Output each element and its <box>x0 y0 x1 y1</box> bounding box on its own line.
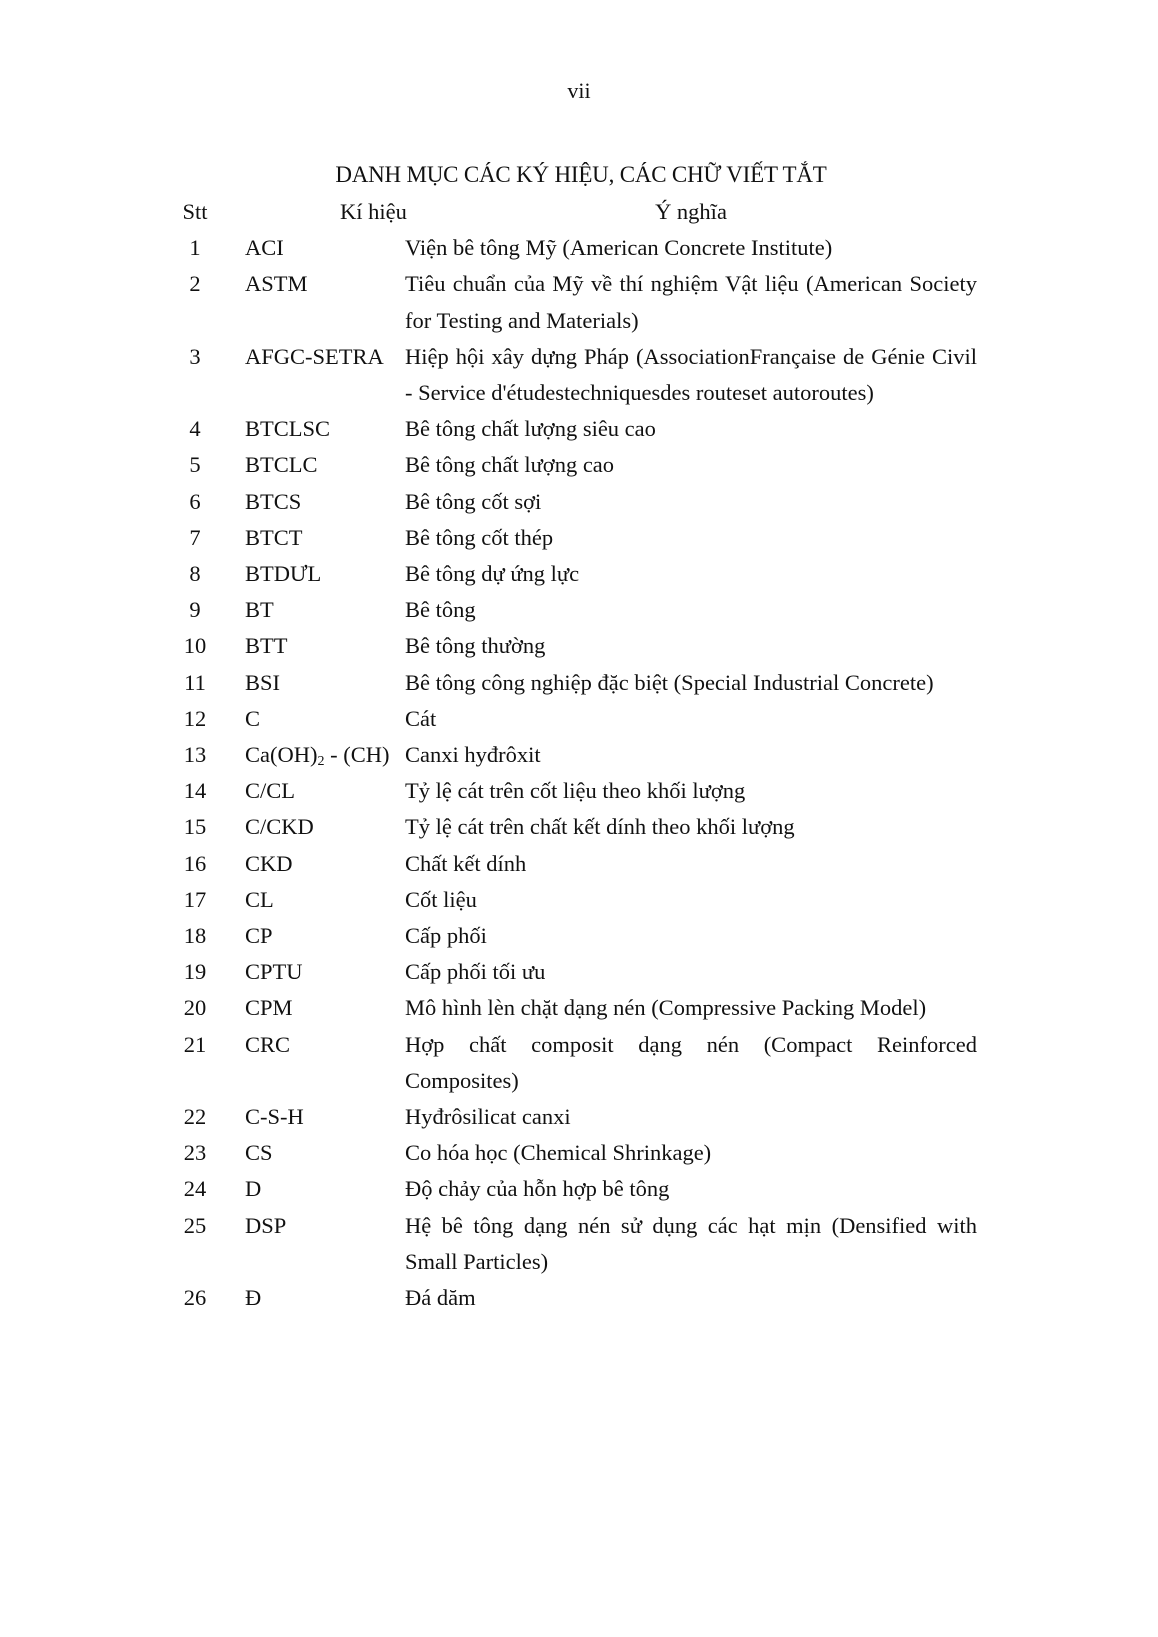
table-row <box>170 665 977 701</box>
row-symbol: DSP <box>245 1212 287 1238</box>
table-row <box>170 484 977 520</box>
header-symbol: Kí hiệu <box>340 199 407 224</box>
row-meaning: Viện bê tông Mỹ (American Concrete Institute) <box>405 235 833 261</box>
table-row <box>170 846 977 882</box>
table-row <box>170 954 977 990</box>
row-stt: 22 <box>183 1104 207 1130</box>
row-meaning: Mô hình lèn chặt dạng nén (Compressive Packing Model) <box>405 995 927 1021</box>
row-meaning: Tỷ lệ cát trên chất kết dính theo khối lượng <box>405 814 795 840</box>
row-symbol: CRC <box>245 1031 291 1057</box>
page-title: DANH MỤC CÁC KÝ HIỆU, CÁC CHỮ VIẾT TẮT <box>335 162 827 187</box>
row-stt: 18 <box>183 923 207 949</box>
row-meaning: Đá dăm <box>405 1285 476 1311</box>
row-symbol: C/CKD <box>245 814 314 840</box>
table-row <box>170 520 977 556</box>
row-meaning: Co hóa học (Chemical Shrinkage) <box>405 1140 712 1166</box>
row-meaning: Cấp phối <box>405 923 487 949</box>
row-symbol: BTT <box>245 633 288 659</box>
row-stt: 11 <box>184 669 206 695</box>
row-meaning: Độ chảy của hỗn hợp bê tông <box>405 1176 670 1202</box>
symbol-part: Ca(OH) <box>245 742 318 768</box>
row-stt: 3 <box>189 343 201 369</box>
table-row <box>170 701 977 737</box>
row-meaning: Hợp chất composit dạng nén (Compact Reinforced Composites) <box>405 1031 977 1093</box>
row-stt: 23 <box>183 1140 207 1166</box>
row-symbol: CL <box>245 886 274 912</box>
row-meaning: Bê tông dự ứng lực <box>405 561 580 587</box>
row-stt: 19 <box>183 959 207 985</box>
row-stt: 17 <box>183 886 207 912</box>
table-row <box>170 773 977 809</box>
row-stt: 9 <box>189 597 201 623</box>
row-stt: 7 <box>189 524 201 550</box>
row-meaning: Cấp phối tối ưu <box>405 959 546 985</box>
row-symbol: CPM <box>245 995 293 1021</box>
row-stt: 15 <box>183 814 207 840</box>
row-symbol: AFGC-SETRA <box>245 343 384 369</box>
header-meaning: Ý nghĩa <box>655 199 727 224</box>
row-symbol: C-S-H <box>245 1104 304 1130</box>
table-row <box>170 266 977 338</box>
table-row <box>170 1208 977 1280</box>
row-stt: 6 <box>189 488 201 514</box>
table-row <box>170 411 977 447</box>
row-meaning: Bê tông thường <box>405 633 546 659</box>
row-stt: 4 <box>189 416 201 442</box>
row-stt: 13 <box>183 742 207 768</box>
row-symbol: CKD <box>245 850 293 876</box>
row-meaning: Cốt liệu <box>405 886 477 912</box>
row-stt: 14 <box>183 778 207 804</box>
row-symbol: D <box>245 1176 262 1202</box>
table-row <box>170 1135 977 1171</box>
row-meaning: Tỷ lệ cát trên cốt liệu theo khối lượng <box>405 778 746 804</box>
row-stt: 21 <box>183 1031 207 1057</box>
table-row <box>170 339 977 411</box>
row-meaning: Bê tông cốt thép <box>405 524 554 550</box>
table-row <box>170 990 977 1026</box>
row-symbol: ASTM <box>245 271 308 297</box>
row-stt: 5 <box>189 452 201 478</box>
row-meaning: Bê tông chất lượng siêu cao <box>405 416 656 442</box>
table-row <box>170 737 977 773</box>
table-row <box>170 1027 977 1099</box>
table-row <box>170 628 977 664</box>
row-stt: 12 <box>183 705 207 731</box>
row-meaning: Canxi hyđrôxit <box>405 742 541 768</box>
row-meaning: Hyđrôsilicat canxi <box>405 1104 571 1130</box>
symbol-part: 2 <box>317 754 325 770</box>
row-meaning: Hệ bê tông dạng nén sử dụng các hạt mịn (Densified with Small Particles) <box>405 1212 977 1274</box>
table-row <box>170 230 977 266</box>
row-symbol: BSI <box>245 669 281 695</box>
row-stt: 10 <box>183 633 207 659</box>
table-row <box>170 918 977 954</box>
table-row <box>170 592 977 628</box>
page-number: vii <box>567 78 591 103</box>
row-symbol: BTDƯL <box>245 561 322 587</box>
row-meaning: Bê tông chất lượng cao <box>405 452 615 478</box>
table-row <box>170 1099 977 1135</box>
row-stt: 26 <box>183 1285 207 1311</box>
row-stt: 8 <box>189 561 201 587</box>
symbol-part: - (CH) <box>324 742 390 768</box>
row-stt: 2 <box>189 271 201 297</box>
row-meaning: Chất kết dính <box>405 850 527 876</box>
row-meaning: Cát <box>405 705 437 731</box>
row-stt: 16 <box>183 850 207 876</box>
table-row <box>170 1171 977 1207</box>
table-row <box>170 809 977 845</box>
row-symbol: BT <box>245 597 274 623</box>
row-symbol: ACI <box>245 235 284 261</box>
row-symbol: Đ <box>245 1285 262 1311</box>
row-symbol <box>220 737 405 773</box>
row-symbol: BTCLC <box>245 452 318 478</box>
row-symbol: BTCS <box>245 488 302 514</box>
table-row <box>170 1280 977 1316</box>
row-symbol: C/CL <box>245 778 296 804</box>
row-symbol: CS <box>245 1140 273 1166</box>
row-stt: 25 <box>183 1212 207 1238</box>
table-row <box>170 447 977 483</box>
row-symbol: BTCLSC <box>245 416 331 442</box>
abbreviation-table <box>170 194 977 1316</box>
row-symbol: CPTU <box>245 959 303 985</box>
row-stt: 20 <box>183 995 207 1021</box>
row-meaning: Bê tông <box>405 597 476 623</box>
table-row <box>170 556 977 592</box>
table-row <box>170 882 977 918</box>
row-meaning: Tiêu chuẩn của Mỹ về thí nghiệm Vật liệu (American Society for Testing and Materials) <box>405 271 977 333</box>
row-meaning: Bê tông cốt sợi <box>405 488 542 514</box>
row-symbol: BTCT <box>245 524 303 550</box>
table-header <box>170 194 977 230</box>
row-symbol: C <box>245 705 261 731</box>
row-meaning: Bê tông công nghiệp đặc biệt (Special Industrial Concrete) <box>405 669 934 695</box>
row-meaning: Hiệp hội xây dựng Pháp (AssociationFrançaise de Génie Civil - Service d'étudestechniquesdes routeset autoroutes) <box>405 343 977 406</box>
header-stt: Stt <box>182 199 208 224</box>
row-symbol: CP <box>245 923 273 949</box>
row-stt: 1 <box>189 235 201 261</box>
row-stt: 24 <box>183 1176 207 1202</box>
